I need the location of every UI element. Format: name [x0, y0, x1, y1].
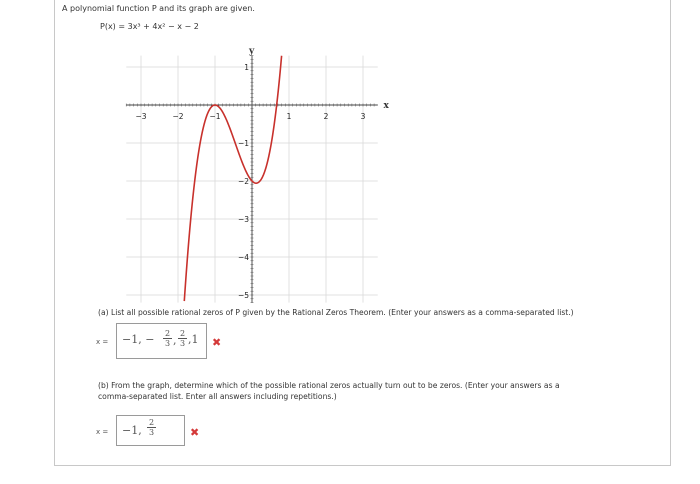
part-b-x-label: x = [96, 428, 109, 436]
x-tick-label: 2 [323, 112, 329, 121]
part-a-answer-prefix: −1, − [122, 333, 155, 346]
x-tick-label: −1 [209, 112, 221, 121]
part-a-incorrect-icon: ✖ [212, 336, 222, 349]
part-a-answer-field[interactable]: −1, − $\frac{2}{3}$ , $\frac{2}{3}$ ,1 [116, 323, 207, 359]
part-a-x-label: x = [96, 338, 109, 346]
function-lhs: P(x) [100, 22, 116, 31]
y-tick-label: 1 [244, 63, 249, 72]
y-tick-label: −3 [237, 215, 249, 224]
x-tick-label: −3 [135, 112, 147, 121]
part-a-answer-suffix: ,1 [188, 333, 199, 346]
polynomial-graph [120, 44, 389, 300]
x-tick-label: 1 [286, 112, 292, 121]
x-tick-label: −2 [172, 112, 184, 121]
part-b-fraction: $\frac{2}{3}$ [148, 418, 155, 437]
y-tick-label: −2 [237, 177, 249, 186]
part-b-answer-field[interactable] [116, 415, 185, 446]
x-axis-label: x [383, 101, 389, 111]
x-tick-label: 3 [360, 112, 366, 121]
part-a-fraction-1: $\frac{2}{3}$ [164, 329, 171, 348]
polynomial-function [100, 22, 199, 31]
function-rhs: = 3x³ + 4x² − x − 2 [118, 22, 199, 31]
polynomial-curve [184, 56, 281, 301]
y-tick-label: −5 [237, 291, 249, 300]
y-tick-label: −1 [237, 139, 249, 148]
part-b-answer-prefix: −1, [122, 424, 142, 437]
y-tick-label: −4 [237, 253, 249, 262]
y-axis-label: y [249, 46, 255, 57]
part-a-fraction-2: $\frac{2}{3}$ [179, 329, 186, 348]
part-b-question: (b) From the graph, determine which of the possible rational zeros actually turn out to be zeros. (Enter your answers as a comma-separated list. Enter all answers including repetitions.) [98, 381, 560, 401]
part-a-question: (a) List all possible rational zeros of P given by the Rational Zeros Theorem. (Enter your answers as a comma-separated list.) [98, 308, 574, 317]
part-b-incorrect-icon: ✖ [190, 426, 200, 439]
problem-intro: A polynomial function P and its graph are given. [62, 4, 255, 13]
